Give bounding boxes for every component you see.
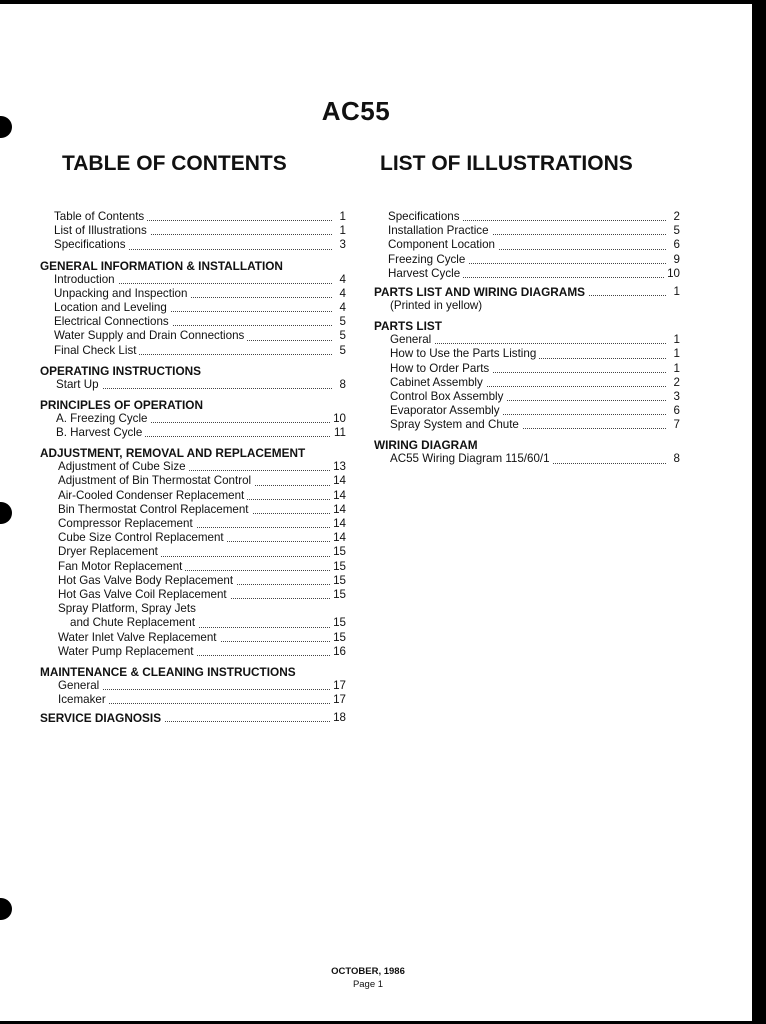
- scan-border-top: [0, 0, 766, 4]
- loi-entry: [374, 452, 680, 466]
- toc-entry-page-number: 4: [337, 301, 346, 315]
- toc-entry-page-number: 15: [330, 588, 346, 602]
- punch-hole-middle: [0, 502, 12, 524]
- loi-entry-page-number: 2: [671, 376, 680, 390]
- loi-entry-label: PARTS LIST AND WIRING DIAGRAMS: [374, 285, 588, 299]
- toc-entry-label: Icemaker: [58, 693, 109, 707]
- toc-entry-label: Fan Motor Replacement: [58, 560, 185, 574]
- toc-entry-page-number: 5: [337, 329, 346, 343]
- loi-entry-page-number: 5: [671, 224, 680, 238]
- loi-entry: [374, 267, 680, 281]
- toc-entry-page-number: 15: [330, 545, 346, 559]
- toc-entry-label: Introduction: [54, 273, 118, 287]
- loi-entry-label: Specifications: [388, 210, 463, 224]
- loi-entry-label: Installation Practice: [388, 224, 492, 238]
- toc-entry: [40, 711, 346, 725]
- toc-entry-label: Dryer Replacement: [58, 545, 161, 559]
- loi-entry-label: Evaporator Assembly: [390, 404, 503, 418]
- toc-entry-page-number: 1: [337, 210, 346, 224]
- toc-entry-label: Adjustment of Bin Thermostat Control: [58, 474, 254, 488]
- toc-entry-label: List of Illustrations: [54, 224, 150, 238]
- loi-entry-page-number: 9: [671, 253, 680, 267]
- toc-section-heading: PRINCIPLES OF OPERATION: [40, 397, 203, 412]
- toc-entry-page-number: 18: [330, 711, 346, 725]
- toc-entry-label: Specifications: [54, 238, 129, 252]
- toc-entry-label: Hot Gas Valve Coil Replacement: [58, 588, 230, 602]
- loi-entry-label: Control Box Assembly: [390, 390, 506, 404]
- loi-list: [374, 210, 680, 467]
- loi-entry: [374, 238, 680, 252]
- loi-entry-page-number: 6: [671, 404, 680, 418]
- toc-entry-page-number: 15: [330, 631, 346, 645]
- loi-entry-page-number: 6: [671, 238, 680, 252]
- toc-entry-label: Compressor Replacement: [58, 517, 196, 531]
- toc-entry: [40, 412, 346, 426]
- toc-entry-label: Hot Gas Valve Body Replacement: [58, 574, 236, 588]
- toc-entry-page-number: 16: [330, 645, 346, 659]
- toc-entry-page-number: 13: [330, 460, 346, 474]
- toc-entry: [40, 588, 346, 602]
- toc-section-heading: OPERATING INSTRUCTIONS: [40, 363, 202, 378]
- loi-entry-page-number: 8: [671, 452, 680, 466]
- dot-leader: [394, 343, 666, 344]
- toc-entry-page-number: 14: [330, 474, 346, 488]
- toc-entry-page-number: 14: [330, 489, 346, 503]
- toc-entry-label: B. Harvest Cycle: [56, 426, 145, 440]
- toc-entry: [40, 616, 346, 630]
- toc-entry-label: Location and Leveling: [54, 301, 170, 315]
- toc-entry-page-number: 5: [337, 344, 346, 358]
- toc-entry-page-number: 8: [337, 378, 346, 392]
- footer-date: OCTOBER, 1986: [331, 966, 405, 977]
- toc-entry: [40, 631, 346, 645]
- loi-entry-page-number: 1: [671, 285, 680, 299]
- loi-entry-page-number: 1: [671, 333, 680, 347]
- toc-entry: [40, 679, 346, 693]
- loi-entry: [374, 404, 680, 418]
- toc-entry-page-number: 15: [330, 574, 346, 588]
- loi-entry: [374, 347, 680, 361]
- toc-entry-page-number: 3: [337, 238, 346, 252]
- toc-entry-label: SERVICE DIAGNOSIS: [40, 711, 164, 725]
- toc-entry-page-number: 1: [337, 224, 346, 238]
- loi-entry: [374, 390, 680, 404]
- toc-entry: [40, 693, 346, 707]
- loi-entry-label: Component Location: [388, 238, 498, 252]
- loi-entry-label: Freezing Cycle: [388, 253, 468, 267]
- document-title: AC55: [321, 96, 391, 126]
- loi-entry: [374, 376, 680, 390]
- toc-entry-label: Final Check List: [54, 344, 139, 358]
- footer-page-label: Page 1: [352, 979, 384, 990]
- loi-note: (Printed in yellow): [390, 299, 483, 313]
- loi-entry: [374, 362, 680, 376]
- toc-entry-label: Air-Cooled Condenser Replacement: [58, 489, 247, 503]
- loi-title: LIST OF ILLUSTRATIONS: [380, 152, 633, 175]
- toc-section-heading: GENERAL INFORMATION & INSTALLATION: [40, 258, 283, 273]
- loi-entry-page-number: 2: [671, 210, 680, 224]
- toc-entry: [40, 560, 346, 574]
- toc-entry-label: and Chute Replacement: [70, 616, 198, 630]
- loi-entry: [374, 333, 680, 347]
- loi-entry: [374, 210, 680, 224]
- toc-entry-page-number: 10: [330, 412, 346, 426]
- toc-section-heading: ADJUSTMENT, REMOVAL AND REPLACEMENT: [40, 446, 306, 461]
- toc-entry-page-number: 14: [330, 503, 346, 517]
- toc-entry-label: A. Freezing Cycle: [56, 412, 151, 426]
- toc-entry: [40, 645, 346, 659]
- loi-section-heading: PARTS LIST: [374, 319, 442, 334]
- toc-entry: [40, 602, 346, 616]
- toc-entry-page-number: 14: [330, 517, 346, 531]
- loi-entry-label: How to Use the Parts Listing: [390, 347, 539, 361]
- loi-entry-label: General: [390, 333, 434, 347]
- loi-entry-page-number: 1: [671, 347, 680, 361]
- toc-entry-label: Water Inlet Valve Replacement: [58, 631, 220, 645]
- toc-entry-page-number: 17: [330, 679, 346, 693]
- toc-list: [40, 210, 346, 725]
- loi-entry-label: Cabinet Assembly: [390, 376, 486, 390]
- toc-entry-label: Unpacking and Inspection: [54, 287, 190, 301]
- toc-title: TABLE OF CONTENTS: [62, 152, 287, 175]
- toc-entry-label: Cube Size Control Replacement: [58, 531, 227, 545]
- toc-entry: [40, 378, 346, 392]
- loi-entry-label: AC55 Wiring Diagram 115/60/1: [390, 452, 553, 466]
- toc-entry: [40, 545, 346, 559]
- loi-entry: [374, 418, 680, 432]
- toc-entry-page-number: 15: [330, 616, 346, 630]
- toc-entry-label: Spray Platform, Spray Jets: [58, 602, 199, 616]
- toc-entry-page-number: 5: [337, 315, 346, 329]
- toc-section-heading: MAINTENANCE & CLEANING INSTRUCTIONS: [40, 664, 296, 679]
- loi-entry-page-number: 10: [664, 267, 680, 281]
- punch-hole-bottom: [0, 898, 12, 920]
- scan-border-right: [752, 0, 766, 1024]
- loi-entry-page-number: 3: [671, 390, 680, 404]
- toc-entry-label: Adjustment of Cube Size: [58, 460, 189, 474]
- toc-entry: [40, 238, 346, 252]
- toc-entry-label: Table of Contents: [54, 210, 147, 224]
- toc-entry: [40, 426, 346, 440]
- toc-entry-page-number: 17: [330, 693, 346, 707]
- toc-entry: [40, 460, 346, 474]
- toc-entry: [40, 489, 346, 503]
- loi-entry-page-number: 7: [671, 418, 680, 432]
- toc-entry-label: Water Supply and Drain Connections: [54, 329, 247, 343]
- loi-entry-label: Spray System and Chute: [390, 418, 522, 432]
- loi-entry: [374, 253, 680, 267]
- toc-entry: [40, 315, 346, 329]
- loi-entry-page-number: 1: [671, 362, 680, 376]
- loi-entry: [374, 285, 680, 299]
- toc-entry: [40, 273, 346, 287]
- toc-entry-label: Bin Thermostat Control Replacement: [58, 503, 252, 517]
- toc-entry-label: General: [58, 679, 102, 693]
- loi-entry-label: Harvest Cycle: [388, 267, 463, 281]
- toc-entry: [40, 503, 346, 517]
- toc-entry: [40, 517, 346, 531]
- toc-entry-page-number: 11: [331, 426, 346, 440]
- toc-entry-label: Electrical Connections: [54, 315, 172, 329]
- toc-entry-page-number: 4: [337, 287, 346, 301]
- toc-entry: [40, 287, 346, 301]
- toc-entry: [40, 301, 346, 315]
- toc-entry: [40, 474, 346, 488]
- dot-leader: [62, 689, 332, 690]
- toc-entry: [40, 329, 346, 343]
- loi-entry-label: How to Order Parts: [390, 362, 492, 376]
- loi-section-heading: WIRING DIAGRAM: [374, 438, 478, 453]
- toc-entry: [40, 574, 346, 588]
- toc-entry-label: Water Pump Replacement: [58, 645, 197, 659]
- toc-entry-page-number: 15: [330, 560, 346, 574]
- toc-entry: [40, 344, 346, 358]
- toc-entry-page-number: 14: [330, 531, 346, 545]
- toc-entry-page-number: 4: [337, 273, 346, 287]
- loi-entry: [374, 224, 680, 238]
- toc-entry: [40, 210, 346, 224]
- toc-entry-label: Start Up: [56, 378, 102, 392]
- toc-entry: [40, 531, 346, 545]
- toc-entry: [40, 224, 346, 238]
